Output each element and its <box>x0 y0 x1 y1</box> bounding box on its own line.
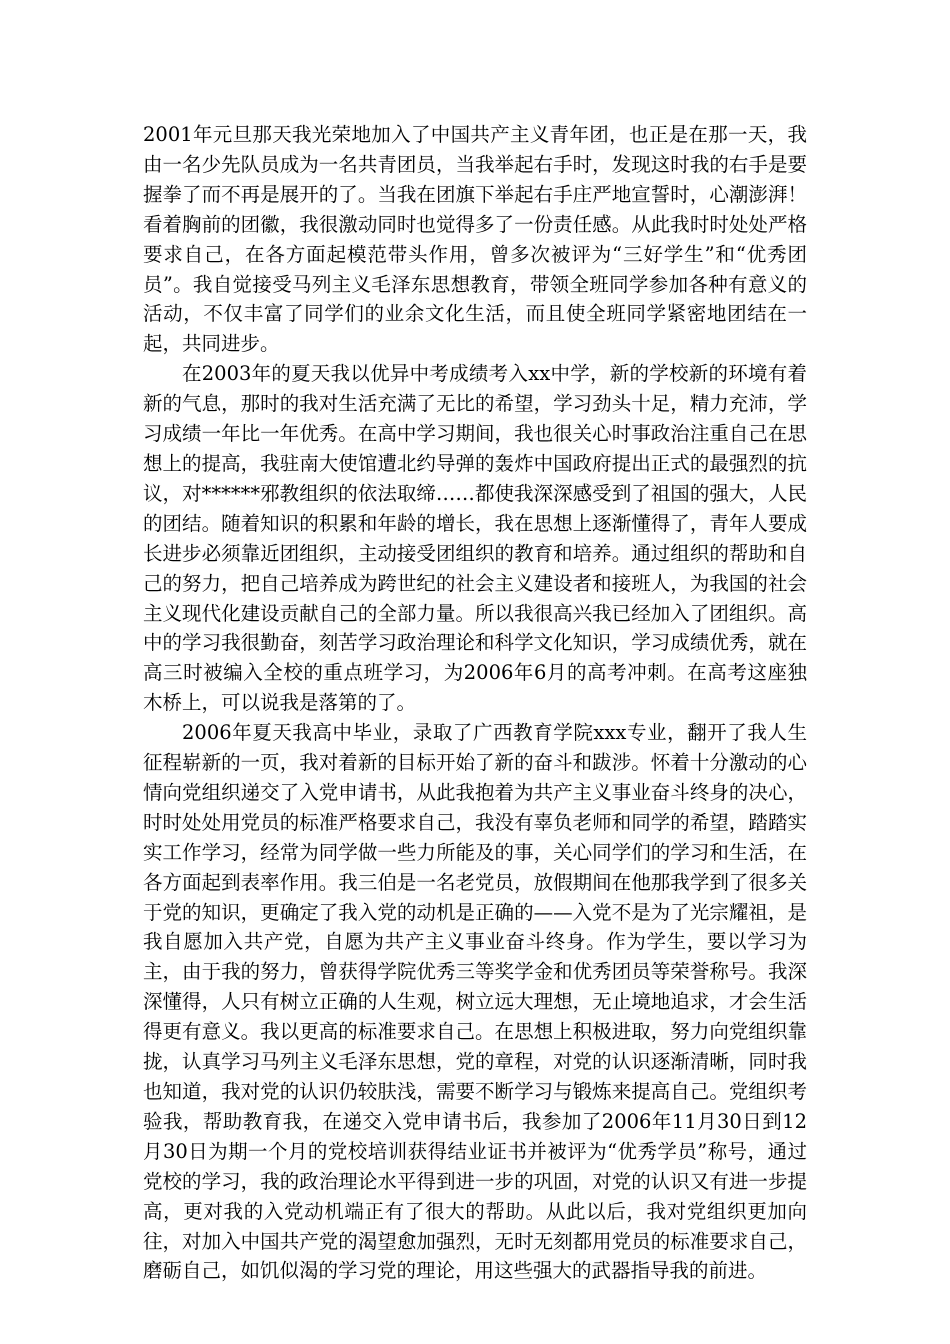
paragraph-2: 在2003年的夏天我以优异中考成绩考入xx中学，新的学校新的环境有着新的气息，那时的我对生活充满了无比的希望，学习劲头十足，精力充沛，学习成绩一年比一年优秀。在高中学习期间，我也很关心时事政治注重自己在思想上的提高，我驻南大使馆遭北约导弹的轰炸中国政府提出正式的最强烈的抗议，对******邪教组织的依法取缔……都使我深深感受到了祖国的强大，人民的团结。随着知识的积累和年龄的增长，我在思想上逐渐懂得了，青年人要成长进步必须靠近团组织，主动接受团组织的教育和培养。通过组织的帮助和自己的努力，把自己培养成为跨世纪的社会主义建设者和接班人，为我国的社会主义现代化建设贡献自己的全部力量。所以我很高兴我已经加入了团组织。高中的学习我很勤奋，刻苦学习政治理论和科学文化知识，学习成绩优秀，就在高三时被编入全校的重点班学习，为2006年6月的高考冲刺。在高考这座独木桥上，可以说我是落第的了。 <box>143 362 807 715</box>
paragraph-3: 2006年夏天我高中毕业，录取了广西教育学院xxx专业，翻开了我人生征程崭新的一页，我对着新的目标开始了新的奋斗和跋涉。怀着十分激动的心情向党组织递交了入党申请书，从此我抱着为共产主义事业奋斗终身的决心，时时处处用党员的标准严格要求自己，我没有辜负老师和同学的希望，踏踏实实工作学习，经常为同学做一些力所能及的事，关心同学们的学习和生活，在各方面起到表率作用。我三伯是一名老党员，放假期间在他那我学到了很多关于党的知识，更确定了我入党的动机是正确的——入党不是为了光宗耀祖，是我自愿加入共产党，自愿为共产主义事业奋斗终身。作为学生，要以学习为主，由于我的努力，曾获得学院优秀三等奖学金和优秀团员等荣誉称号。我深深懂得，人只有树立正确的人生观，树立远大理想，无止境地追求，才会生活得更有意义。我以更高的标准要求自己。在思想上积极进取，努力向党组织靠拢，认真学习马列主义毛泽东思想，党的章程，对党的认识逐渐清晰，同时我也知道，我对党的认识仍较肤浅，需要不断学习与锻炼来提高自己。党组织考验我，帮助教育我，在递交入党申请书后，我参加了2006年11月30日到12月30日为期一个月的党校培训获得结业证书并被评为“优秀学员”称号，通过党校的学习，我的政治理论水平得到进一步的巩固，对党的认识又有进一步提高，更对我的入党动机端正有了很大的帮助。从此以后，我对党组织更加向往，对加入中国共产党的渴望愈加强烈，无时无刻都用党员的标准要求自己，磨砺自己，如饥似渴的学习党的理论，用这些强大的武器指导我的前进。 <box>143 721 807 1283</box>
paragraph-1: 2001年元旦那天我光荣地加入了中国共产主义青年团，也正是在那一天，我由一名少先队员成为一名共青团员，当我举起右手时，发现这时我的右手是要握拳了而不再是展开的了。当我在团旗下举起右手庄严地宣誓时，心潮澎湃！看着胸前的团徽，我很激动同时也觉得多了一份责任感。从此我时时处处严格要求自己，在各方面起模范带头作用，曾多次被评为“三好学生”和“优秀团员”。我自觉接受马列主义毛泽东思想教育，带领全班同学参加各种有意义的活动，不仅丰富了同学们的业余文化生活，而且使全班同学紧密地团结在一起，共同进步。 <box>143 123 807 356</box>
document-body <box>143 120 807 1286</box>
